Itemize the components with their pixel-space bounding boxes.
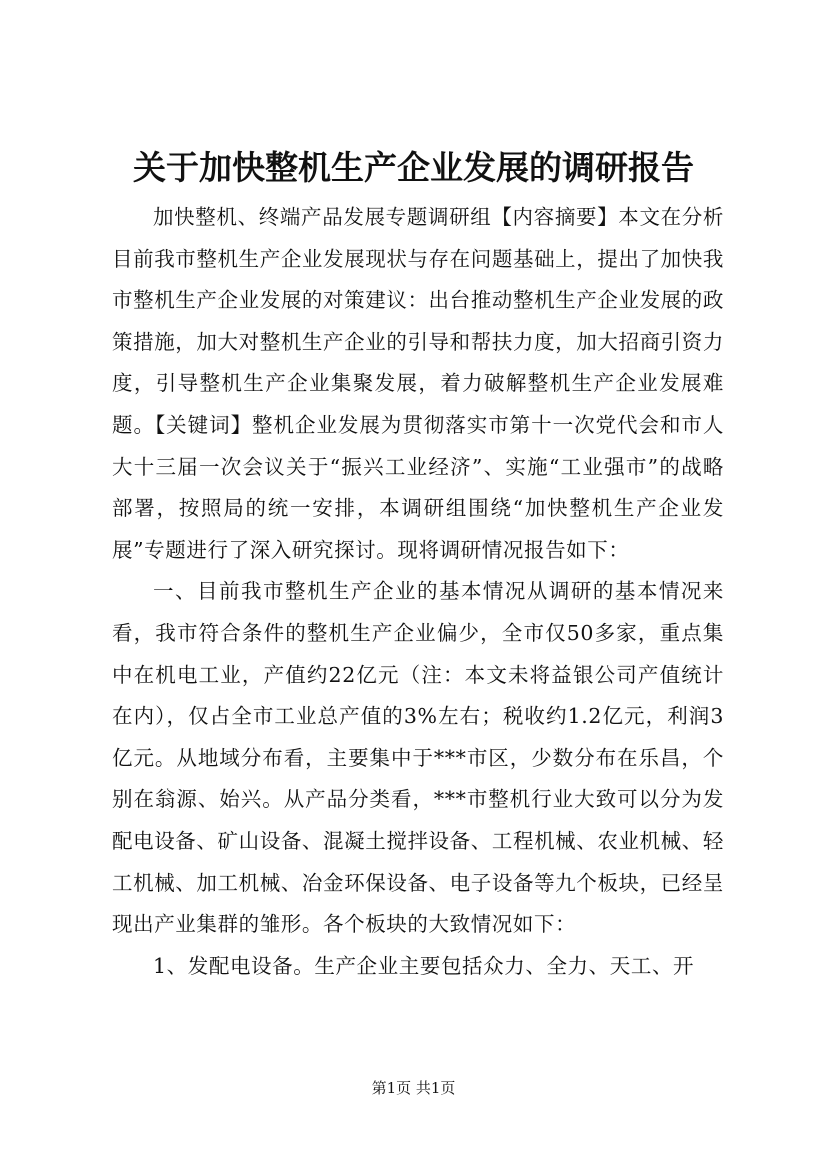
paragraph-item-one: 1、发配电设备。生产企业主要包括众力、全力、天工、开 [153,953,695,978]
page-number-footer: 第1页 共1页 [371,1079,456,1097]
paragraph-section-one: 一、目前我市整机生产企业的基本情况从调研的基本情况来看，我市符合条件的整机生产企业偏少，全市仅50多家，重点集中在机电工业，产值约22亿元（注：本文未将益银公司产值统计在内），仅占全市工业总产值的3%左右；税收约1.2亿元，利润3亿元。从地域分布看，主要集中于***市区，少数分布在乐昌，个别在翁源、始兴。从产品分类看，***市整机行业大致可以分为发配电设备、矿山设备、混凝土搅拌设备、工程机械、农业机械、轻工机械、加工机械、冶金环保设备、电子设备等九个板块，已经呈现出产业集群的雏形。各个板块的大致情况如下： [112,579,724,937]
paragraph-summary: 加快整机、终端产品发展专题调研组【内容摘要】本文在分析目前我市整机生产企业发展现状与存在问题基础上，提出了加快我市整机生产企业发展的对策建议：出台推动整机生产企业发展的政策措施，加大对整机生产企业的引导和帮扶力度，加大招商引资力度，引导整机生产企业集聚发展，着力破解整机生产企业发展难题。【关键词】整机企业发展为贯彻落实市第十一次党代会和市人大十三届一次会议关于“振兴工业经济”、实施“工业强市”的战略部署，按照局的统一安排，本调研组围绕“加快整机生产企业发展”专题进行了深入研究探讨。现将调研情况报告如下： [112,205,724,562]
document-title: 关于加快整机生产企业发展的调研报告 [133,148,694,187]
document-body [112,197,724,987]
